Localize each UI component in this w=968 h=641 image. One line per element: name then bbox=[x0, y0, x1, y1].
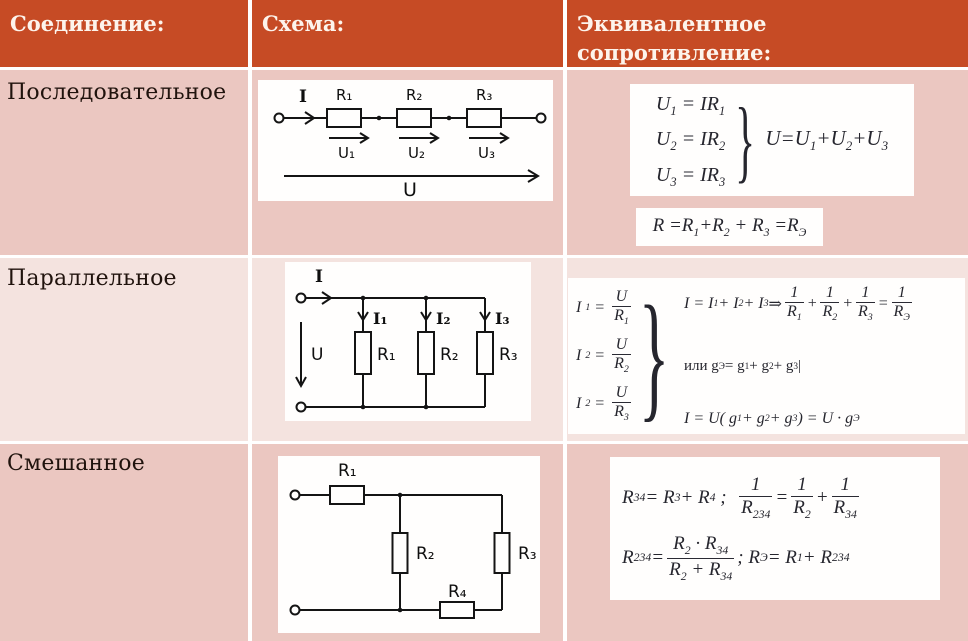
voltage-label-u1: U₁ bbox=[338, 144, 355, 162]
mixed-circuit-panel bbox=[278, 456, 540, 633]
brace-icon: } bbox=[735, 88, 756, 191]
header-label-schema: Схема: bbox=[262, 11, 345, 36]
row-label-mixed: Смешанное bbox=[7, 451, 145, 476]
resistor-label-r3: R₃ bbox=[518, 544, 537, 564]
column-divider bbox=[248, 70, 252, 641]
formula-line: $U_3 = IR_3$ bbox=[655, 163, 726, 189]
parallel-circuit-panel bbox=[285, 262, 531, 421]
formula-line: R 234 = $R_2 \cdot R_{34}$ $R_2 + R_{34}$ ; R Э = R 1 + R 234 bbox=[622, 533, 850, 583]
voltage-label-u2: U₂ bbox=[408, 144, 425, 162]
resistor-label-r1: R₁ bbox=[338, 461, 357, 481]
formula-line: I 1 = U $R_1$ bbox=[576, 288, 629, 328]
resistor-label-r3: R₃ bbox=[499, 345, 518, 365]
voltage-label-u: U bbox=[403, 179, 417, 201]
current-label: I bbox=[299, 87, 307, 107]
terminal-top bbox=[291, 491, 300, 500]
header-cell-equivalent bbox=[567, 0, 968, 67]
parallel-equation-stack bbox=[576, 288, 634, 424]
formula-line: R 34 = R 3 + R 4 ; 1 $R_{234}$ = 1 $R_2$ + 1 $R_{34}$ bbox=[622, 474, 857, 521]
parallel-circuit-diagram bbox=[285, 262, 531, 421]
mixed-wires bbox=[291, 486, 510, 618]
resistor-label-r2: R₂ bbox=[406, 86, 423, 104]
formula-line: I = U( g 1 + g 2 + g 3 ) = U · g Э bbox=[683, 409, 860, 427]
formula-line: $U_1 = IR_1$ bbox=[655, 93, 726, 119]
current-label: I bbox=[315, 267, 323, 287]
row-label-series: Последовательное bbox=[7, 80, 227, 105]
resistor-r3 bbox=[477, 332, 493, 374]
resistor-r1 bbox=[330, 486, 364, 504]
header-cell-schema bbox=[252, 0, 563, 67]
mixed-circuit-diagram bbox=[278, 456, 540, 633]
resistor-r4 bbox=[440, 602, 474, 618]
series-equation-stack bbox=[656, 87, 725, 192]
resistor-r1 bbox=[355, 332, 371, 374]
series-system-panel bbox=[630, 84, 914, 196]
parallel-result-column bbox=[684, 282, 915, 430]
formula-line: или g Э = g 1 + g 2 + g 3 | bbox=[683, 358, 802, 375]
column-divider bbox=[563, 70, 567, 641]
terminal-bottom bbox=[291, 606, 300, 615]
terminal-left bbox=[275, 114, 284, 123]
resistor-r2 bbox=[397, 109, 431, 127]
formula-line: I = I 1 + I 2 + I 3 ⇒ 1 $R_1$ + 1 $R_2$ + 1 $R_3$ = 1 $R_Э$ bbox=[683, 284, 910, 324]
terminal-bottom bbox=[297, 403, 306, 412]
formula-line: I 2 = U $R_3$ bbox=[576, 383, 629, 424]
header-label-connection: Соединение: bbox=[10, 11, 165, 36]
resistor-label-r3: R₃ bbox=[476, 86, 493, 104]
resistor-r1 bbox=[327, 109, 361, 127]
series-total-panel bbox=[636, 208, 823, 246]
current-label-i1: I₁ bbox=[373, 309, 388, 328]
resistor-label-r1: R₁ bbox=[377, 345, 396, 365]
resistor-r3 bbox=[495, 533, 510, 573]
voltage-label-u3: U₃ bbox=[478, 144, 495, 162]
brace-icon: } bbox=[638, 276, 670, 435]
formula-line: $U_2 = IR_2$ bbox=[655, 128, 726, 154]
series-circuit-panel bbox=[258, 80, 553, 201]
resistor-label-r1: R₁ bbox=[336, 86, 353, 104]
resistor-label-r4: R₄ bbox=[448, 582, 467, 602]
current-label-i2: I₂ bbox=[436, 309, 451, 328]
mixed-formulas-panel bbox=[610, 457, 940, 600]
current-label-i3: I₃ bbox=[495, 309, 510, 328]
row-label-parallel: Параллельное bbox=[7, 266, 177, 291]
parallel-formulas-panel bbox=[568, 278, 965, 434]
resistor-r3 bbox=[467, 109, 501, 127]
series-circuit-diagram bbox=[258, 80, 553, 201]
header-label-equivalent: Эквивалентное сопротивление: bbox=[577, 11, 772, 66]
formula-line: $U=U_1+U_2+U_3$ bbox=[765, 125, 889, 154]
voltage-label-u: U bbox=[311, 345, 324, 365]
formula-line: I 2 = U $R_2$ bbox=[576, 336, 629, 376]
resistor-label-r2: R₂ bbox=[416, 544, 435, 564]
resistor-label-r2: R₂ bbox=[440, 345, 459, 365]
resistor-r2 bbox=[418, 332, 434, 374]
header-cell-connection bbox=[0, 0, 248, 67]
terminal-right bbox=[537, 114, 546, 123]
terminal-top bbox=[297, 294, 306, 303]
formula-line: $R =R_1+R_2 + R_3 =R_Э$ bbox=[652, 214, 807, 239]
resistor-r2 bbox=[393, 533, 408, 573]
